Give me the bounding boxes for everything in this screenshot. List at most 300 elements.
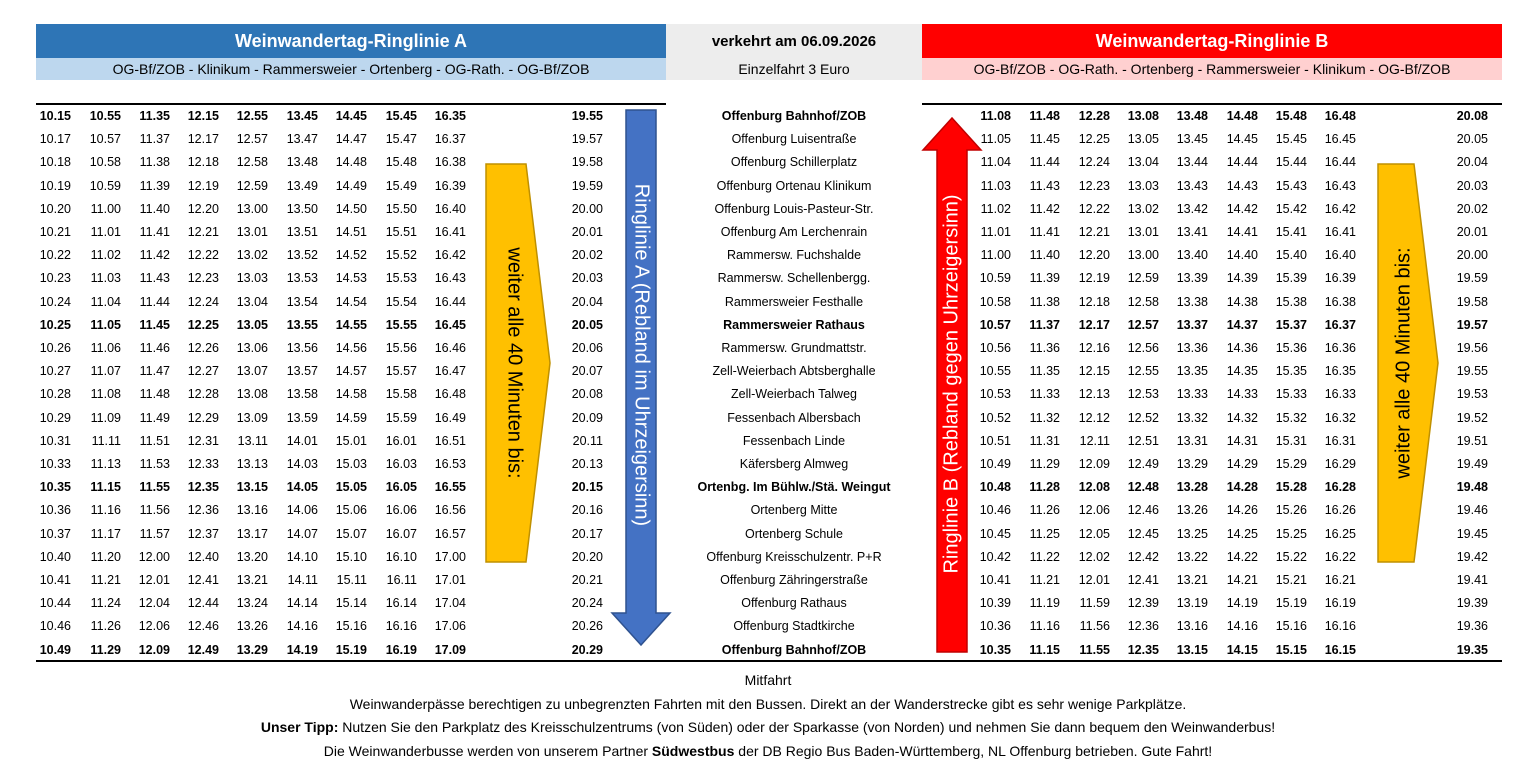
line-a-time: 16.46 xyxy=(434,341,466,355)
line-a-time: 13.13 xyxy=(236,457,268,471)
line-b-time: 12.23 xyxy=(1078,179,1110,193)
line-a-time: 10.29 xyxy=(39,411,71,425)
line-a-last-time: 20.04 xyxy=(571,295,603,309)
line-b-time: 10.49 xyxy=(979,457,1011,471)
line-a-time: 15.51 xyxy=(385,225,417,239)
line-a-last-time: 20.17 xyxy=(571,527,603,541)
line-a-time: 10.33 xyxy=(39,457,71,471)
line-a-time: 12.18 xyxy=(187,155,219,169)
line-b-time: 12.08 xyxy=(1078,480,1110,494)
line-a-time: 12.57 xyxy=(236,132,268,146)
line-a-time: 12.40 xyxy=(187,550,219,564)
line-a-time: 15.14 xyxy=(335,596,367,610)
line-a-time: 14.55 xyxy=(335,318,367,332)
line-b-time: 10.57 xyxy=(979,318,1011,332)
line-b-time: 14.43 xyxy=(1226,179,1258,193)
line-b-time: 14.26 xyxy=(1226,503,1258,517)
line-a-time: 11.15 xyxy=(90,480,121,494)
line-b-time: 12.16 xyxy=(1078,341,1110,355)
line-b-time: 11.41 xyxy=(1029,225,1060,239)
line-b-time: 12.05 xyxy=(1078,527,1110,541)
line-a-time: 12.59 xyxy=(236,179,268,193)
line-a-time: 17.01 xyxy=(434,573,466,587)
line-a-time: 12.33 xyxy=(187,457,219,471)
line-a-last-time: 20.24 xyxy=(571,596,603,610)
line-a-time: 11.48 xyxy=(139,387,170,401)
line-a-last-time: 20.21 xyxy=(571,573,603,587)
stop-name: Offenburg Schillerplatz xyxy=(730,155,858,169)
stop-name: Rammersweier Rathaus xyxy=(723,318,865,332)
stop-name: Ortenberg Mitte xyxy=(750,503,838,517)
line-b-time: 11.03 xyxy=(980,179,1011,193)
line-b-time: 14.22 xyxy=(1226,550,1258,564)
line-a-time: 15.57 xyxy=(385,364,417,378)
line-a-time: 10.59 xyxy=(89,179,121,193)
stop-name: Offenburg Rathaus xyxy=(741,596,847,610)
line-b-last-time: 19.57 xyxy=(1456,318,1488,332)
line-b-time: 15.41 xyxy=(1275,225,1307,239)
line-b-time: 13.40 xyxy=(1176,248,1208,262)
line-a-time: 16.57 xyxy=(434,527,466,541)
line-b-time: 10.42 xyxy=(979,550,1011,564)
line-b-time: 11.31 xyxy=(1029,434,1060,448)
line-b-time: 13.32 xyxy=(1176,411,1208,425)
line-a-time: 11.08 xyxy=(90,387,121,401)
line-a-time: 11.39 xyxy=(139,179,170,193)
line-b-time: 15.16 xyxy=(1275,619,1307,633)
line-a-time: 16.48 xyxy=(434,387,466,401)
line-b-time: 12.45 xyxy=(1127,527,1159,541)
line-a-time: 16.45 xyxy=(434,318,466,332)
line-a-last-time: 20.20 xyxy=(571,550,603,564)
line-a-time: 11.01 xyxy=(90,225,121,239)
line-b-time: 12.53 xyxy=(1127,387,1159,401)
line-a-time: 15.45 xyxy=(385,109,417,123)
line-b-time: 12.12 xyxy=(1078,411,1110,425)
footer-line-4 xyxy=(0,740,1536,764)
line-a-route: OG-Bf/ZOB - Klinikum - Rammersweier - Ortenberg - OG-Rath. - OG-Bf/ZOB xyxy=(36,58,666,80)
line-a-time: 12.09 xyxy=(138,643,170,657)
line-b-time: 11.38 xyxy=(1029,295,1060,309)
line-b-last-time: 19.45 xyxy=(1456,527,1488,541)
line-b-time: 16.28 xyxy=(1324,480,1356,494)
line-a-time: 11.40 xyxy=(139,202,170,216)
line-a-last-time: 20.08 xyxy=(571,387,603,401)
line-a-time: 16.35 xyxy=(434,109,466,123)
line-a-time: 12.19 xyxy=(187,179,219,193)
stop-name: Rammersw. Schellenbergg. xyxy=(717,271,871,285)
stop-name: Fessenbach Albersbach xyxy=(727,411,861,425)
line-a-time: 11.47 xyxy=(139,364,170,378)
operator-name: Südwestbus xyxy=(651,742,735,759)
line-b-time: 12.15 xyxy=(1078,364,1110,378)
line-b-time: 11.29 xyxy=(1029,457,1060,471)
line-b-time: 16.48 xyxy=(1324,109,1356,123)
line-b-last-time: 20.05 xyxy=(1456,132,1488,146)
line-b-time: 15.44 xyxy=(1275,155,1307,169)
line-a-last-time: 19.57 xyxy=(571,132,603,146)
line-b-time: 15.15 xyxy=(1275,643,1307,657)
line-a-time: 16.05 xyxy=(385,480,417,494)
line-a-time: 11.29 xyxy=(90,643,121,657)
line-b-time: 13.21 xyxy=(1176,573,1208,587)
line-b-time: 11.43 xyxy=(1029,179,1060,193)
line-a-time: 12.24 xyxy=(187,295,219,309)
line-a-time: 13.50 xyxy=(286,202,318,216)
line-a-time: 10.57 xyxy=(89,132,121,146)
line-a-last-time: 20.09 xyxy=(571,411,603,425)
line-a-time: 14.45 xyxy=(335,109,367,123)
line-a-time: 16.11 xyxy=(386,573,417,587)
line-a-time: 12.58 xyxy=(236,155,268,169)
line-b-last-time: 19.39 xyxy=(1456,596,1488,610)
line-b-time: 16.43 xyxy=(1324,179,1356,193)
line-b-time: 11.26 xyxy=(1029,503,1060,517)
line-b-time: 15.32 xyxy=(1275,411,1307,425)
line-a-time: 12.06 xyxy=(138,619,170,633)
line-a-time: 16.07 xyxy=(385,527,417,541)
line-b-time: 11.00 xyxy=(980,248,1011,262)
line-b-time: 16.25 xyxy=(1324,527,1356,541)
line-b-time: 14.40 xyxy=(1226,248,1258,262)
line-a-time: 12.25 xyxy=(187,318,219,332)
line-a-time: 11.53 xyxy=(139,457,170,471)
line-b-time: 15.33 xyxy=(1275,387,1307,401)
line-b-time: 12.35 xyxy=(1127,643,1159,657)
line-b-time: 16.36 xyxy=(1324,341,1356,355)
line-a-time: 11.21 xyxy=(90,573,121,587)
line-a-time: 16.53 xyxy=(434,457,466,471)
line-a-time: 13.01 xyxy=(236,225,268,239)
line-a-time: 17.06 xyxy=(434,619,466,633)
line-b-time: 10.56 xyxy=(979,341,1011,355)
line-a-time: 10.35 xyxy=(39,480,71,494)
line-b-time: 14.25 xyxy=(1226,527,1258,541)
line-a-time: 11.17 xyxy=(90,527,121,541)
line-a-time: 10.36 xyxy=(39,503,71,517)
line-b-time: 15.31 xyxy=(1275,434,1307,448)
line-a-time: 16.56 xyxy=(434,503,466,517)
line-a-time: 12.46 xyxy=(187,619,219,633)
line-b-time: 10.39 xyxy=(979,596,1011,610)
line-a-time: 17.04 xyxy=(434,596,466,610)
line-b-time: 16.32 xyxy=(1324,411,1356,425)
line-b-time: 14.48 xyxy=(1226,109,1258,123)
line-b-time: 15.43 xyxy=(1275,179,1307,193)
line-b-time: 11.40 xyxy=(1029,248,1060,262)
line-a-time: 13.54 xyxy=(286,295,318,309)
line-a-time: 10.22 xyxy=(39,248,71,262)
line-b-time: 11.04 xyxy=(980,155,1011,169)
stop-name: Zell-Weierbach Abtsberghalle xyxy=(712,364,876,378)
line-b-time: 13.33 xyxy=(1176,387,1208,401)
line-b-time: 10.46 xyxy=(979,503,1011,517)
line-b-time: 13.31 xyxy=(1176,434,1208,448)
line-b-time: 11.44 xyxy=(1029,155,1060,169)
line-b-time: 15.42 xyxy=(1275,202,1307,216)
line-a-time: 13.59 xyxy=(286,411,318,425)
line-b-time: 13.22 xyxy=(1176,550,1208,564)
line-a-time: 10.18 xyxy=(39,155,71,169)
line-a-time: 15.06 xyxy=(335,503,367,517)
line-b-time: 14.44 xyxy=(1226,155,1258,169)
line-a-last-time: 20.29 xyxy=(571,643,603,657)
line-a-time: 11.56 xyxy=(139,503,170,517)
line-a-time: 11.06 xyxy=(90,341,121,355)
line-b-time: 16.45 xyxy=(1324,132,1356,146)
line-b-time: 12.06 xyxy=(1078,503,1110,517)
line-a-time: 12.49 xyxy=(187,643,219,657)
line-a-time: 11.13 xyxy=(90,457,121,471)
line-a-time: 12.00 xyxy=(138,550,170,564)
line-a-time: 14.58 xyxy=(335,387,367,401)
line-a-time: 10.28 xyxy=(39,387,71,401)
line-b-time: 11.21 xyxy=(1029,573,1060,587)
line-b-time: 14.16 xyxy=(1226,619,1258,633)
line-a-time: 12.44 xyxy=(187,596,219,610)
line-a-time: 10.15 xyxy=(39,109,71,123)
line-a-time: 14.50 xyxy=(335,202,367,216)
line-b-time: 12.02 xyxy=(1078,550,1110,564)
line-b-last-time: 19.48 xyxy=(1456,480,1488,494)
line-a-time: 14.03 xyxy=(286,457,318,471)
line-b-time: 12.01 xyxy=(1078,573,1110,587)
line-b-time: 13.48 xyxy=(1176,109,1208,123)
line-a-time: 16.51 xyxy=(434,434,466,448)
line-a-time: 10.40 xyxy=(39,550,71,564)
line-b-time: 15.26 xyxy=(1275,503,1307,517)
line-a-time: 15.54 xyxy=(385,295,417,309)
line-b-time: 10.51 xyxy=(979,434,1011,448)
line-a-title: Weinwandertag-Ringlinie A xyxy=(36,24,666,58)
line-b-time: 12.13 xyxy=(1078,387,1110,401)
line-a-time: 15.55 xyxy=(385,318,417,332)
line-b-time: 10.58 xyxy=(979,295,1011,309)
line-a-time: 12.21 xyxy=(187,225,219,239)
line-a-last-time: 20.11 xyxy=(572,434,603,448)
line-b-time: 13.01 xyxy=(1127,225,1159,239)
line-b-time: 12.21 xyxy=(1078,225,1110,239)
line-a-time: 12.22 xyxy=(187,248,219,262)
line-a-time: 13.24 xyxy=(236,596,268,610)
line-a-time: 17.09 xyxy=(434,643,466,657)
stop-name: Rammersweier Festhalle xyxy=(724,295,864,309)
line-a-last-time: 19.58 xyxy=(571,155,603,169)
line-a-time: 15.48 xyxy=(385,155,417,169)
line-b-time: 11.36 xyxy=(1029,341,1060,355)
line-a-time: 12.27 xyxy=(187,364,219,378)
line-a-time: 11.26 xyxy=(90,619,121,633)
line-b-time: 11.08 xyxy=(980,109,1011,123)
stop-name: Offenburg Louis-Pasteur-Str. xyxy=(714,202,874,216)
line-b-time: 12.11 xyxy=(1079,434,1110,448)
line-b-time: 13.00 xyxy=(1127,248,1159,262)
line-b-time: 13.42 xyxy=(1176,202,1208,216)
line-a-time: 15.58 xyxy=(385,387,417,401)
line-b-time: 12.20 xyxy=(1078,248,1110,262)
line-a-time: 16.06 xyxy=(385,503,417,517)
line-b-time: 15.36 xyxy=(1275,341,1307,355)
line-b-time: 13.26 xyxy=(1176,503,1208,517)
line-b-title: Weinwandertag-Ringlinie B xyxy=(922,24,1502,58)
line-a-time: 12.36 xyxy=(187,503,219,517)
line-b-last-time: 20.01 xyxy=(1456,225,1488,239)
line-b-time: 12.22 xyxy=(1078,202,1110,216)
line-a-time: 14.05 xyxy=(286,480,318,494)
line-b-time: 12.41 xyxy=(1127,573,1159,587)
line-a-direction-label: Ringlinie A (Rebland im Uhrzeigersinn) xyxy=(630,183,653,527)
line-b-time: 11.02 xyxy=(980,202,1011,216)
line-b-time: 11.15 xyxy=(1029,643,1060,657)
line-b-time: 16.31 xyxy=(1324,434,1356,448)
line-a-time: 16.37 xyxy=(434,132,466,146)
line-a-time: 11.49 xyxy=(139,411,170,425)
line-a-time: 14.57 xyxy=(335,364,367,378)
line-a-time: 13.06 xyxy=(236,341,268,355)
line-a-time: 14.49 xyxy=(335,179,367,193)
line-a-time: 14.14 xyxy=(286,596,318,610)
line-a-time: 12.41 xyxy=(187,573,219,587)
line-a-time: 15.53 xyxy=(385,271,417,285)
line-b-time: 11.25 xyxy=(1029,527,1060,541)
line-b-time: 15.38 xyxy=(1275,295,1307,309)
line-a-time: 11.37 xyxy=(139,132,170,146)
line-b-time: 12.57 xyxy=(1127,318,1159,332)
line-b-time: 11.33 xyxy=(1029,387,1060,401)
stop-name: Offenburg Bahnhof/ZOB xyxy=(721,643,867,657)
line-a-time: 10.58 xyxy=(89,155,121,169)
line-a-time: 11.07 xyxy=(90,364,121,378)
line-b-time: 13.02 xyxy=(1127,202,1159,216)
line-a-time: 15.10 xyxy=(335,550,367,564)
line-a-time: 15.59 xyxy=(385,411,417,425)
line-b-time: 10.55 xyxy=(979,364,1011,378)
line-a-time: 16.38 xyxy=(434,155,466,169)
line-a-time: 13.48 xyxy=(286,155,318,169)
line-b-time: 11.39 xyxy=(1029,271,1060,285)
line-b-time: 11.01 xyxy=(980,225,1011,239)
line-a-time: 14.47 xyxy=(335,132,367,146)
line-b-time: 12.09 xyxy=(1078,457,1110,471)
line-b-time: 15.19 xyxy=(1275,596,1307,610)
line-b-time: 13.03 xyxy=(1127,179,1159,193)
line-a-time: 13.02 xyxy=(236,248,268,262)
line-b-time: 15.21 xyxy=(1275,573,1307,587)
line-a-time: 13.56 xyxy=(286,341,318,355)
line-a-time: 12.04 xyxy=(138,596,170,610)
line-b-last-time: 19.49 xyxy=(1456,457,1488,471)
line-a-time: 12.37 xyxy=(187,527,219,541)
line-a-time: 15.07 xyxy=(335,527,367,541)
line-b-time: 10.41 xyxy=(979,573,1011,587)
stop-name: Offenburg Luisentraße xyxy=(731,132,857,146)
line-b-time: 10.36 xyxy=(979,619,1011,633)
line-b-time: 14.37 xyxy=(1226,318,1258,332)
line-a-time: 10.31 xyxy=(39,434,71,448)
line-a-time: 11.57 xyxy=(139,527,170,541)
line-a-time: 16.49 xyxy=(434,411,466,425)
line-a-time: 11.44 xyxy=(139,295,170,309)
line-a-time: 11.20 xyxy=(90,550,121,564)
line-a-time: 16.47 xyxy=(434,364,466,378)
line-b-last-time: 20.02 xyxy=(1456,202,1488,216)
tip-text: Nutzen Sie den Parkplatz des Kreisschulzentrums (von Süden) oder der Sparkasse (von Norden) und nehmen Sie dann bequem den Weinwanderbus! xyxy=(338,719,1276,735)
line-b-time: 11.59 xyxy=(1079,596,1110,610)
line-b-time: 13.25 xyxy=(1176,527,1208,541)
stop-name: Offenburg Ortenau Klinikum xyxy=(716,179,872,193)
line-a-time: 14.51 xyxy=(335,225,367,239)
line-b-time: 11.32 xyxy=(1029,411,1060,425)
line-b-time: 12.48 xyxy=(1127,480,1159,494)
line-a-time: 10.44 xyxy=(39,596,71,610)
line-a-time: 16.39 xyxy=(434,179,466,193)
line-a-time: 14.48 xyxy=(335,155,367,169)
line-a-time: 14.16 xyxy=(286,619,318,633)
stop-name: Offenburg Stadtkirche xyxy=(733,619,855,633)
line-a-time: 10.21 xyxy=(39,225,71,239)
line-a-time: 10.20 xyxy=(39,202,71,216)
line-b-last-time: 19.36 xyxy=(1456,619,1488,633)
stop-name: Fessenbach Linde xyxy=(742,434,846,448)
stop-name: Rammersw. Grundmattstr. xyxy=(721,341,867,355)
line-a-time: 11.00 xyxy=(90,202,121,216)
line-b-time: 13.38 xyxy=(1176,295,1208,309)
line-a-time: 14.07 xyxy=(286,527,318,541)
footer-notes xyxy=(0,669,1536,763)
line-b-time: 15.37 xyxy=(1275,318,1307,332)
fare-info: Einzelfahrt 3 Euro xyxy=(666,58,922,80)
footer-line-1: Mitfahrt xyxy=(744,672,792,688)
line-a-last-time: 20.16 xyxy=(571,503,603,517)
line-a-time: 14.11 xyxy=(287,573,318,587)
line-a-last-time: 20.26 xyxy=(571,619,603,633)
line-b-last-time: 20.00 xyxy=(1456,248,1488,262)
line-a-time: 13.21 xyxy=(236,573,268,587)
line-a-time: 16.16 xyxy=(385,619,417,633)
line-b-time: 11.37 xyxy=(1029,318,1060,332)
line-a-time: 14.56 xyxy=(335,341,367,355)
line-a-time: 15.52 xyxy=(385,248,417,262)
line-a-time: 16.55 xyxy=(434,480,466,494)
line-b-time: 14.36 xyxy=(1226,341,1258,355)
line-a-time: 13.53 xyxy=(286,271,318,285)
line-a-time: 11.04 xyxy=(90,295,121,309)
line-a-time: 13.17 xyxy=(236,527,268,541)
line-a-time: 10.37 xyxy=(39,527,71,541)
line-a-time: 12.01 xyxy=(138,573,170,587)
line-a-time: 10.25 xyxy=(39,318,71,332)
line-b-time: 14.32 xyxy=(1226,411,1258,425)
line-a-time: 13.26 xyxy=(236,619,268,633)
line-a-time: 11.16 xyxy=(90,503,121,517)
line-b-time: 14.33 xyxy=(1226,387,1258,401)
line-a-time: 13.08 xyxy=(236,387,268,401)
line-b-last-time: 19.42 xyxy=(1456,550,1488,564)
line-a-time: 16.03 xyxy=(385,457,417,471)
line-b-route: OG-Bf/ZOB - OG-Rath. - Ortenberg - Rammersweier - Klinikum - OG-Bf/ZOB xyxy=(922,58,1502,80)
line-b-time: 10.52 xyxy=(979,411,1011,425)
line-a-time: 13.58 xyxy=(286,387,318,401)
line-a-time: 14.06 xyxy=(286,503,318,517)
line-a-time: 13.03 xyxy=(236,271,268,285)
line-b-time: 13.39 xyxy=(1176,271,1208,285)
line-b-time: 13.16 xyxy=(1176,619,1208,633)
line-a-time: 13.15 xyxy=(236,480,268,494)
line-b-time: 15.45 xyxy=(1275,132,1307,146)
line-b-time: 12.39 xyxy=(1127,596,1159,610)
line-a-last-time: 20.06 xyxy=(571,341,603,355)
interval-label-a: weiter alle 40 Minuten bis: xyxy=(503,247,526,479)
